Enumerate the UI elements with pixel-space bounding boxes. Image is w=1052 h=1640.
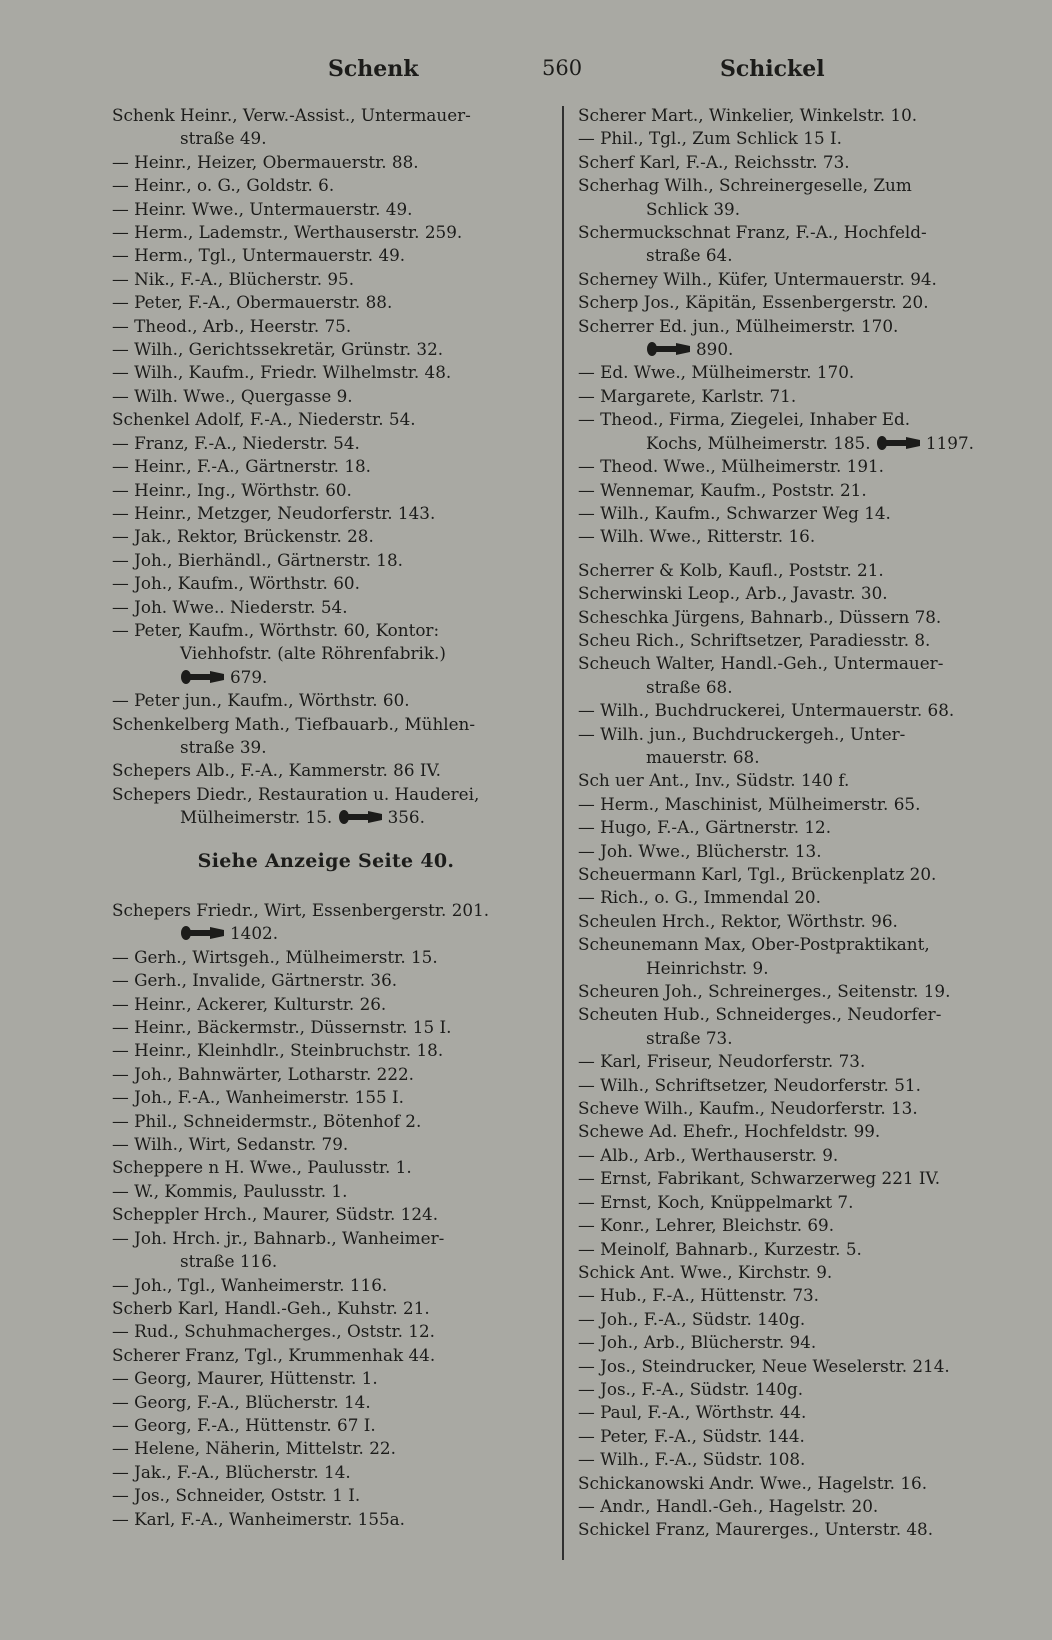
entry-text: — Peter, Kaufm., Wörthstr. 60, Kontor: — [112, 619, 440, 640]
entry-text: Scheulen Hrch., Rektor, Wörthstr. 96. — [578, 910, 898, 931]
directory-entry — [112, 1180, 540, 1203]
directory-entry — [578, 198, 1006, 221]
entry-text: Schepers Alb., F.-A., Kammerstr. 86 IV. — [112, 760, 442, 781]
directory-entry — [112, 572, 540, 595]
entry-text: — Heinr., Metzger, Neudorferstr. 143. — [112, 502, 436, 523]
entry-text: — Georg, F.-A., Blücherstr. 14. — [112, 1391, 371, 1412]
directory-entry — [112, 385, 540, 408]
entry-text: — Peter, F.-A., Obermauerstr. 88. — [112, 292, 393, 313]
directory-entry — [578, 1472, 1006, 1495]
directory-entry — [578, 221, 1006, 244]
directory-entry — [578, 174, 1006, 197]
entry-text: — Jak., Rektor, Brückenstr. 28. — [112, 526, 374, 547]
entry-text: Schenkel Adolf, F.-A., Niederstr. 54. — [112, 409, 416, 430]
directory-entry — [578, 1074, 1006, 1097]
entry-text: Scheppler Hrch., Maurer, Südstr. 124. — [112, 1204, 439, 1225]
directory-entry — [578, 268, 1006, 291]
entry-text: — Joh., F.-A., Wanheimerstr. 155 I. — [112, 1087, 405, 1108]
directory-entry — [112, 315, 540, 338]
entry-text: Scherhag Wilh., Schreinergeselle, Zum — [578, 175, 912, 196]
entry-text: — Ernst, Fabrikant, Schwarzerweg 221 IV. — [578, 1168, 941, 1189]
directory-entry — [112, 1133, 540, 1156]
entry-text: Schermuckschnat Franz, F.-A., Hochfeld- — [578, 222, 927, 243]
directory-entry — [112, 759, 540, 782]
entry-text: Mülheimerstr. 15. — [180, 807, 333, 828]
directory-entry — [112, 1156, 540, 1179]
directory-entry — [112, 783, 540, 806]
entry-text: mauerstr. 68. — [646, 746, 760, 767]
entry-text: Scheuren Joh., Schreinerges., Seitenstr. 19. — [578, 981, 951, 1002]
directory-entry — [578, 1003, 1006, 1026]
directory-entry — [578, 723, 1006, 746]
directory-entry — [112, 1063, 540, 1086]
entry-text: — Wilh., Kaufm., Schwarzer Weg 14. — [578, 502, 891, 523]
directory-entry — [578, 1167, 1006, 1190]
phone-number: 356. — [387, 807, 425, 828]
directory-entry — [112, 1484, 540, 1507]
directory-entry — [578, 127, 1006, 150]
entry-text: — Heinr., F.-A., Gärtnerstr. 18. — [112, 456, 372, 477]
directory-entry — [112, 174, 540, 197]
entry-text: — Jos., Schneider, Oststr. 1 I. — [112, 1485, 361, 1506]
directory-entry — [578, 629, 1006, 652]
entry-text: — Ed. Wwe., Mülheimerstr. 170. — [578, 362, 855, 383]
entry-text: — Joh., F.-A., Südstr. 140g. — [578, 1308, 806, 1329]
directory-entry — [112, 899, 540, 922]
entry-text: — Joh., Bahnwärter, Lotharstr. 222. — [112, 1063, 415, 1084]
directory-entry — [578, 1401, 1006, 1424]
left-column — [112, 104, 540, 1531]
entry-text: — Herm., Lademstr., Werthauserstr. 259. — [112, 222, 463, 243]
directory-entry — [112, 619, 540, 642]
entry-text: — Phil., Schneidermstr., Bötenhof 2. — [112, 1110, 422, 1131]
directory-entry — [112, 1344, 540, 1367]
directory-entry — [112, 1039, 540, 1062]
directory-entry — [578, 582, 1006, 605]
directory-entry — [578, 1214, 1006, 1237]
entry-text: — Wilh., Kaufm., Friedr. Wilhelmstr. 48. — [112, 362, 452, 383]
directory-entry — [578, 1238, 1006, 1261]
entry-text: Schick Ant. Wwe., Kirchstr. 9. — [578, 1261, 833, 1282]
entry-text: Siehe Anzeige Seite 40. — [197, 849, 455, 872]
directory-entry — [578, 676, 1006, 699]
entry-text: — Joh., Bierhändl., Gärtnerstr. 18. — [112, 549, 403, 570]
entry-text: — Paul, F.-A., Wörthstr. 44. — [578, 1402, 807, 1423]
entry-text: — Ernst, Koch, Knüppelmarkt 7. — [578, 1191, 854, 1212]
telephone-icon — [180, 925, 226, 941]
directory-entry — [578, 699, 1006, 722]
entry-text: Schewe Ad. Ehefr., Hochfeldstr. 99. — [578, 1121, 881, 1142]
telephone-icon — [180, 669, 226, 685]
directory-entry — [112, 502, 540, 525]
entry-text: straße 49. — [180, 128, 267, 149]
directory-entry — [112, 1508, 540, 1531]
entry-text: Schenk Heinr., Verw.-Assist., Untermauer- — [112, 105, 471, 125]
entry-text: Scherwinski Leop., Arb., Javastr. 30. — [578, 583, 888, 604]
entry-text: Scheve Wilh., Kaufm., Neudorferstr. 13. — [578, 1098, 918, 1119]
directory-entry — [112, 549, 540, 572]
entry-text: — Wilh., Schriftsetzer, Neudorferstr. 51. — [578, 1074, 921, 1095]
entry-text: — Alb., Arb., Werthauserstr. 9. — [578, 1144, 839, 1165]
directory-entry — [578, 385, 1006, 408]
entry-text: — Joh. Wwe.. Niederstr. 54. — [112, 596, 348, 617]
directory-entry — [578, 769, 1006, 792]
entry-text: — Wilh. jun., Buchdruckergeh., Unter- — [578, 723, 906, 744]
entry-text: straße 116. — [180, 1251, 278, 1272]
entry-text: — Heinr., Ing., Wörthstr. 60. — [112, 479, 352, 500]
entry-text: — Theod., Arb., Heerstr. 75. — [112, 315, 352, 336]
telephone-icon — [646, 341, 692, 357]
entry-text: Scherrer Ed. jun., Mülheimerstr. 170. — [578, 315, 899, 336]
entry-text: Scherb Karl, Handl.-Geh., Kuhstr. 21. — [112, 1297, 430, 1318]
directory-entry — [578, 652, 1006, 675]
entry-text: Scheppere n H. Wwe., Paulusstr. 1. — [112, 1157, 412, 1178]
entry-text: — Wilh., Gerichtssekretär, Grünstr. 32. — [112, 339, 444, 360]
directory-entry — [112, 806, 540, 829]
directory-entry — [578, 1425, 1006, 1448]
entry-text: Scheu Rich., Schriftsetzer, Paradiesstr. 8. — [578, 629, 931, 650]
directory-entry — [578, 455, 1006, 478]
entry-text: Schepers Diedr., Restauration u. Hauderei, — [112, 783, 480, 804]
entry-text: — Theod. Wwe., Mülheimerstr. 191. — [578, 456, 885, 477]
directory-entry — [578, 1495, 1006, 1518]
entry-text: — Konr., Lehrer, Bleichstr. 69. — [578, 1215, 835, 1236]
entry-text: — Hub., F.-A., Hüttenstr. 73. — [578, 1285, 820, 1306]
directory-entry — [578, 338, 1006, 361]
directory-entry — [578, 1144, 1006, 1167]
directory-entry — [112, 291, 540, 314]
directory-entry — [578, 840, 1006, 863]
entry-text: — Hugo, F.-A., Gärtnerstr. 12. — [578, 817, 832, 838]
entry-text: — Joh. Wwe., Blücherstr. 13. — [578, 840, 822, 861]
directory-entry — [578, 746, 1006, 769]
directory-entry — [112, 922, 540, 945]
directory-entry — [112, 689, 540, 712]
directory-entry — [112, 642, 540, 665]
entry-text: Scherney Wilh., Küfer, Untermauerstr. 94. — [578, 268, 937, 289]
directory-entry — [578, 933, 1006, 956]
directory-entry — [112, 1461, 540, 1484]
entry-text: Scherrer & Kolb, Kaufl., Poststr. 21. — [578, 559, 884, 580]
entry-text: — Georg, Maurer, Hüttenstr. 1. — [112, 1368, 378, 1389]
directory-entry — [578, 1355, 1006, 1378]
entry-text: — Gerh., Wirtsgeh., Mülheimerstr. 15. — [112, 946, 438, 967]
phone-number: 1197. — [925, 432, 974, 453]
directory-entry — [578, 816, 1006, 839]
entry-text: — Heinr., Bäckermstr., Düssernstr. 15 I. — [112, 1017, 452, 1038]
directory-entry — [112, 969, 540, 992]
entry-text: — Franz, F.-A., Niederstr. 54. — [112, 432, 360, 453]
entry-text: — Wilh., Wirt, Sedanstr. 79. — [112, 1134, 349, 1155]
directory-entry — [112, 1203, 540, 1226]
entry-text: — Theod., Firma, Ziegelei, Inhaber Ed. — [578, 409, 911, 430]
directory-entry — [578, 1027, 1006, 1050]
entry-text: Scheuermann Karl, Tgl., Brückenplatz 20. — [578, 864, 937, 884]
directory-entry — [112, 104, 540, 127]
directory-entry — [112, 479, 540, 502]
directory-entry — [112, 127, 540, 150]
entry-text: Scheschka Jürgens, Bahnarb., Düssern 78. — [578, 606, 942, 627]
entry-text: — Karl, F.-A., Wanheimerstr. 155a. — [112, 1508, 406, 1529]
directory-entry — [112, 1110, 540, 1133]
entry-text: — Margarete, Karlstr. 71. — [578, 385, 797, 406]
directory-entry — [112, 736, 540, 759]
entry-text: — Jos., F.-A., Südstr. 140g. — [578, 1378, 804, 1399]
directory-entry — [578, 606, 1006, 629]
entry-text: — Heinr., o. G., Goldstr. 6. — [112, 175, 335, 196]
directory-entry — [578, 291, 1006, 314]
directory-entry — [112, 432, 540, 455]
directory-entry — [112, 946, 540, 969]
entry-text: straße 68. — [646, 676, 733, 697]
directory-entry — [112, 1367, 540, 1390]
entry-text: — Wilh., F.-A., Südstr. 108. — [578, 1449, 806, 1470]
directory-entry — [578, 1097, 1006, 1120]
entry-text: — Joh., Kaufm., Wörthstr. 60. — [112, 573, 360, 594]
entry-text: 890. — [696, 339, 734, 360]
directory-entry — [578, 1050, 1006, 1073]
entry-text: Scherer Franz, Tgl., Krummenhak 44. — [112, 1344, 436, 1365]
entry-text: — Heinr., Heizer, Obermauerstr. 88. — [112, 151, 419, 172]
directory-entry — [578, 408, 1006, 431]
directory-entry — [112, 596, 540, 619]
directory-entry — [112, 455, 540, 478]
directory-entry — [578, 244, 1006, 267]
entry-text: — Wennemar, Kaufm., Poststr. 21. — [578, 479, 867, 500]
telephone-icon — [338, 809, 384, 825]
directory-entry — [112, 1086, 540, 1109]
directory-entry — [112, 666, 540, 689]
entry-text: — Joh., Arb., Blücherstr. 94. — [578, 1332, 817, 1353]
directory-entry — [578, 315, 1006, 338]
directory-entry — [112, 244, 540, 267]
entry-text: — Peter, F.-A., Südstr. 144. — [578, 1425, 805, 1446]
entry-text: — Joh., Tgl., Wanheimerstr. 116. — [112, 1274, 388, 1295]
entry-text: — Jos., Steindrucker, Neue Weselerstr. 214. — [578, 1355, 950, 1376]
entry-text: straße 73. — [646, 1027, 733, 1048]
directory-entry — [112, 1274, 540, 1297]
directory-entry — [578, 502, 1006, 525]
telephone-icon — [876, 435, 922, 451]
directory-entry — [112, 1437, 540, 1460]
entry-text: — Peter jun., Kaufm., Wörthstr. 60. — [112, 690, 410, 711]
entry-text: straße 64. — [646, 245, 733, 266]
directory-entry — [112, 408, 540, 431]
entry-text: Schickel Franz, Maurerges., Unterstr. 48. — [578, 1519, 934, 1540]
entry-text: — Heinr., Ackerer, Kulturstr. 26. — [112, 993, 387, 1014]
entry-text: — Karl, Friseur, Neudorferstr. 73. — [578, 1051, 866, 1072]
directory-entry — [578, 151, 1006, 174]
directory-entry — [112, 1250, 540, 1273]
column-divider — [562, 106, 564, 1560]
entry-text: Schenkelberg Math., Tiefbauarb., Mühlen- — [112, 713, 476, 734]
entry-text: Scheuten Hub., Schneiderges., Neudorfer- — [578, 1004, 942, 1025]
directory-entry — [578, 1191, 1006, 1214]
entry-text: — Gerh., Invalide, Gärtnerstr. 36. — [112, 970, 398, 991]
directory-entry — [578, 432, 1006, 455]
entry-text: Schlick 39. — [646, 198, 741, 219]
directory-entry — [578, 886, 1006, 909]
directory-entry — [112, 1391, 540, 1414]
advertisement-note — [112, 850, 540, 873]
directory-entry — [112, 1016, 540, 1039]
entry-text: 1402. — [230, 923, 279, 944]
entry-text: — Heinr., Kleinhdlr., Steinbruchstr. 18. — [112, 1040, 444, 1061]
entry-text: — Rich., o. G., Immendal 20. — [578, 887, 821, 908]
entry-text: — Phil., Tgl., Zum Schlick 15 I. — [578, 128, 842, 149]
directory-entry — [578, 559, 1006, 582]
entry-text: Scherf Karl, F.-A., Reichsstr. 73. — [578, 151, 850, 172]
entry-text: — Herm., Maschinist, Mülheimerstr. 65. — [578, 793, 921, 814]
entry-text: straße 39. — [180, 736, 267, 757]
entry-text: — Jak., F.-A., Blücherstr. 14. — [112, 1461, 351, 1482]
directory-entry — [578, 957, 1006, 980]
entry-text: — Nik., F.-A., Blücherstr. 95. — [112, 268, 355, 289]
directory-entry — [578, 104, 1006, 127]
directory-entry — [112, 993, 540, 1016]
directory-entry — [578, 1518, 1006, 1541]
entry-text: — Meinolf, Bahnarb., Kurzestr. 5. — [578, 1238, 862, 1259]
directory-entry — [578, 361, 1006, 384]
directory-entry — [112, 151, 540, 174]
directory-entry — [112, 361, 540, 384]
directory-entry — [578, 1331, 1006, 1354]
directory-entry — [578, 793, 1006, 816]
directory-entry — [112, 338, 540, 361]
entry-text: — Joh. Hrch. jr., Bahnarb., Wanheimer- — [112, 1227, 445, 1248]
entry-text: — Georg, F.-A., Hüttenstr. 67 I. — [112, 1414, 376, 1435]
directory-entry — [112, 268, 540, 291]
entry-text: — Rud., Schuhmacherges., Oststr. 12. — [112, 1321, 435, 1342]
entry-text: — Andr., Handl.-Geh., Hagelstr. 20. — [578, 1495, 879, 1516]
directory-entry — [112, 1227, 540, 1250]
directory-entry — [112, 1414, 540, 1437]
directory-entry — [112, 221, 540, 244]
entry-text: Schickanowski Andr. Wwe., Hagelstr. 16. — [578, 1472, 928, 1493]
directory-entry — [578, 479, 1006, 502]
entry-text: — Wilh. Wwe., Ritterstr. 16. — [578, 526, 816, 547]
directory-entry — [112, 713, 540, 736]
entry-text: — W., Kommis, Paulusstr. 1. — [112, 1180, 348, 1201]
running-head-left: Schenk — [328, 56, 419, 82]
running-head-right: Schickel — [720, 56, 825, 82]
entry-text: — Heinr. Wwe., Untermauerstr. 49. — [112, 198, 413, 219]
entry-text: Sch uer Ant., Inv., Südstr. 140 f. — [578, 770, 850, 791]
directory-entry — [578, 1378, 1006, 1401]
directory-entry — [578, 1261, 1006, 1284]
entry-text: — Wilh., Buchdruckerei, Untermauerstr. 68. — [578, 700, 955, 721]
right-column — [578, 104, 1006, 1542]
entry-text: — Wilh. Wwe., Quergasse 9. — [112, 385, 353, 406]
directory-entry — [112, 525, 540, 548]
directory-entry — [578, 1308, 1006, 1331]
directory-entry — [578, 1284, 1006, 1307]
directory-entry — [112, 1320, 540, 1343]
page-number: 560 — [542, 56, 583, 80]
entry-text: Viehhofstr. (alte Röhrenfabrik.) — [180, 643, 446, 664]
entry-text: Scherer Mart., Winkelier, Winkelstr. 10. — [578, 105, 918, 125]
entry-text: Scheunemann Max, Ober-Postpraktikant, — [578, 934, 930, 955]
directory-entry — [578, 525, 1006, 548]
directory-entry — [578, 910, 1006, 933]
entry-text: 679. — [230, 666, 268, 687]
directory-entry — [112, 198, 540, 221]
entry-text: Kochs, Mülheimerstr. 185. — [646, 432, 871, 453]
directory-entry — [578, 980, 1006, 1003]
directory-entry — [578, 1448, 1006, 1471]
entry-text: — Herm., Tgl., Untermauerstr. 49. — [112, 245, 406, 266]
entry-text: Scheuch Walter, Handl.-Geh., Untermauer- — [578, 653, 944, 674]
directory-entry — [578, 1120, 1006, 1143]
directory-entry — [112, 1297, 540, 1320]
directory-entry — [578, 863, 1006, 886]
entry-text: Heinrichstr. 9. — [646, 957, 769, 978]
entry-text: Scherp Jos., Käpitän, Essenbergerstr. 20. — [578, 292, 929, 313]
entry-text: — Helene, Näherin, Mittelstr. 22. — [112, 1438, 396, 1459]
entry-text: Schepers Friedr., Wirt, Essenbergerstr. 201. — [112, 900, 490, 920]
